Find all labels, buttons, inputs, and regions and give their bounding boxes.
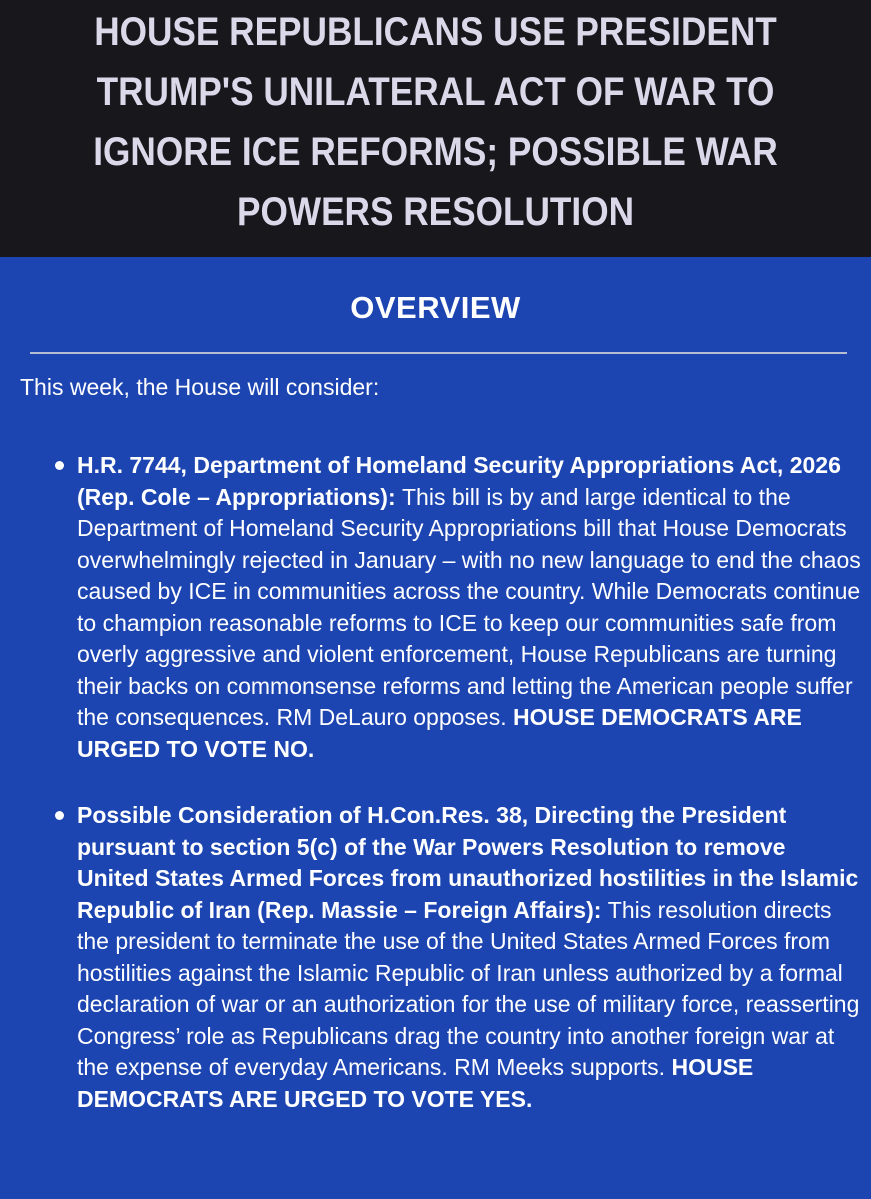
bill-item-hconres38 <box>77 800 862 1115</box>
bullet-icon <box>55 461 64 470</box>
vote-recommendation: HOUSE DEMOCRATS ARE URGED TO VOTE YES. <box>77 1054 754 1112</box>
bill-title-bold: H.R. 7744, Department of Homeland Security Appropriations Act, 2026 (Rep. Cole – Appropriations): <box>77 452 841 510</box>
section-divider <box>30 352 847 354</box>
overview-section <box>0 257 871 1115</box>
bullet-icon <box>55 811 64 820</box>
title-line-2: TRUMP'S UNILATERAL ACT OF WAR TO <box>96 70 775 114</box>
title-line-4: POWERS RESOLUTION <box>236 190 634 234</box>
bill-description: This resolution directs the president to terminate the use of the United States Armed Forces from hostilities against the Islamic Republic of Iran unless authorized by a formal declaration of war or an authorization for the use of military force, reasserting Congress’ role as Republicans drag the country into another foreign war at the expense of everyday Americans. RM Meeks supports. <box>77 896 860 1080</box>
bill-description: This bill is by and large identical to the Department of Homeland Security Appropriations bill that House Democrats overwhelmingly rejected in January – with no new language to end the chaos caused by ICE in communities across the country. While Democrats continue to champion reasonable reforms to ICE to keep our communities safe from overly aggressive and violent enforcement, House Republicans are turning their backs on commonsense reforms and letting the American people suffer the consequences. RM DeLauro opposes. <box>77 483 861 730</box>
overview-heading: OVERVIEW <box>350 290 521 325</box>
vote-recommendation: HOUSE DEMOCRATS ARE URGED TO VOTE NO. <box>77 704 802 762</box>
title-line-1: HOUSE REPUBLICANS USE PRESIDENT <box>94 10 777 54</box>
report-header <box>0 0 871 257</box>
intro-text: This week, the House will consider: <box>20 374 380 400</box>
bill-list <box>0 450 871 1115</box>
page-title <box>0 2 871 242</box>
bill-title-bold: Possible Consideration of H.Con.Res. 38, Directing the President pursuant to section 5(c) of the War Powers Resolution to remove United States Armed Forces from unauthorized hostilities in the Islamic Republic of Iran (Rep. Massie – Foreign Affairs): <box>77 802 859 923</box>
title-line-3: IGNORE ICE REFORMS; POSSIBLE WAR <box>93 130 778 174</box>
bill-item-hr7744 <box>77 450 862 765</box>
